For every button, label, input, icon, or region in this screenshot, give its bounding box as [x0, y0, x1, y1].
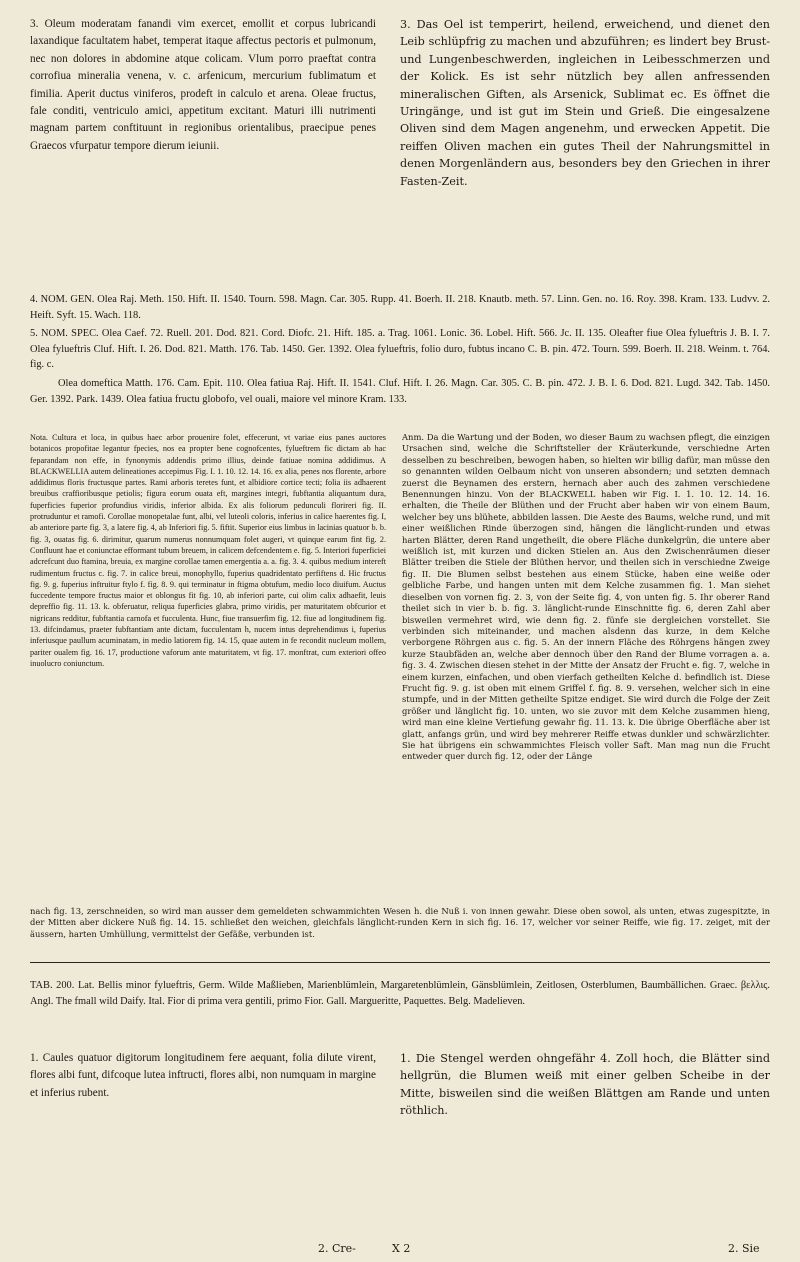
- nota-latin: Nota. Cultura et loca, in quibus haec arbor prouenire folet, effecerunt, vt variae eius panes auctores botanicos propofitae legantur fpecies, nos ea propter bene cognofcentes, fylueftrem fic dictam ab hac feparandam non effe, in fynonymis addendis primo illius, deinde fatiuae nomina addidimus. A BLACKWELLIA autem delineationes accepimus Fig. I. 1. 10. 12. 14. 16. ex alia, penes nos florente, arbore addidimus floris fructusque partes. Rami arboris teretes funt, et albidiore cortice tecti; folia iis adhaerent breuibus craffioribusque petiolis; figura eorum ouata eft, margines integri, fubftantia aliquantum dura, fuperficies fuperior profundius viridis, inferior albida. Ex alis foliorum pedunculi florireri fig. II. protruduntur et ramofi. Corollae monopetalae funt, albi, vel luteoli coloris, inferius in calice haerentes fig. I, ab anteriore parte fig. 3, a latere fig. 4, ab Inferiori fig. 5. fiftit. Superior eius limbus in lacinias quatuor b. b. fig. 3, ouatas fig. 6. dirimitur, quarum numerus nonnumquam folet augeri, vt quinque earum fint fig. 2. Confluunt hae et coniunctae efformant tubum breuem, in calicem defcendentem e. fig. 5. Interiori fuperficiei adcrefcunt duo ftamina, breuia, ex margine corollae tamen emergentia a. a. fig. 3. 4. quibus medium intereft rudimentum fructus c. fig. 7. in calice breui, monophyllo, fuperius quadridentato perfiftens d. Hic fructus fig. 9. g. fuperius inftruitur ftylo f. fig. 8. 9. qui terminatur in ftigma obtufum, medio loco diuifum. Auctus fuccedente tempore fructus maior et oblongus fit fig. 10, ab inferiori parte, cui olim calix adhaefit, leuis depreffio fig. 11. 13. k. obferuatur, reliqua fuperficies glabra, primo viridis, per maturitatem obfcurior et nigricans redditur, fubftantia carnofa et fucculenta. Hunc, fiue transuerfim fig. 12. fiue ad longitudinem fig. 13. difcindamus, praeter fubftantiam ante dictam, fucculentam h, nucem intus deprehendimus i, fuperius inferiusque paullum acuminatam, in medio latiorem fig. 14. 15, quae autem in fe recondit nucleum mollem, pariter oualem fig. 16. 17, productione vaforum ante maturitatem, vt fig. 17. monftrat, cum exteriori offeo inuolucro coniunctum.: [30, 433, 386, 668]
- nota-german: Anm. Da die Wartung und der Boden, wo dieser Baum zu wachsen pflegt, die einzigen Ursachen sind, welche die Schriftsteller der Kräuterkunde, verschiedne Arten desselben zu beschreiben, bewogen haben, so hielten wir billig dafür, man müsse den so genannten wilden Oelbaum nicht von unseren absondern; und setzten demnach zuerst die Beynamen des erstern, hernach aber auch des zahmen verschiedene Benennungen hinzu. Von der BLACKWELL haben wir Fig. I. 1. 10. 12. 14. 16. erhalten, die Theile der Blüthen und der Frucht aber haben wir von einem Baum, welcher bey uns blühete, abbilden lassen. Die Aeste des Baums, welche rund, und mit einer weißlichen Rinde überzogen sind, hängen die länglicht-runden und etwas harten Blätter, deren Rand ungetheilt, die obere Fläche dunkelgrün, die untere aber weißlich ist, mit kurzen und dicken Stielen an. Aus den Zwischenräumen dieser Blätter treiben die Stiele der Blüthen hervor, und theilen sich in verschiedne Zweige fig. II. Die Blumen selbst bestehen aus einem Stücke, haben eine weiße oder gelbliche Farbe, und hangen unten mit dem Kelche zusammen fig. 1. Man siehet dieselben von vornen fig. 2. 3, von der Seite fig. 4, von unten fig. 5. Ihr oberer Rand theilet sich in vier b. b. fig. 3. länglicht-runde Einschnitte fig. 6, deren Zahl aber bisweilen vermehret wird, wie denn fig. 2. fünfe sie dergleichen vorstellet. Sie verbinden sich miteinander, und machen alsdenn das kurze, in dem Kelche verborgene Röhrgen aus c. fig. 5. An der innern Fläche des Röhrgens hängen zwey kurze Staubfäden an, welche aber dennoch über den Rand der Blume vorragen a. a. fig. 3. 4. Zwischen diesen stehet in der Mitte der Ansatz der Frucht e. fig. 7, welche in einem kurzen, einfachen, und oben vierfach getheilten Kelche d. befindlich ist. Diese Frucht fig. 9. g. ist oben mit einem Griffel f. fig. 8. 9. versehen, welcher sich in eine stumpfe, und in der Mitten getheilte Spitze endiget. Sie wird durch die Folge der Zeit größer und länglicht fig. 10. unten, wo sie zuvor mit dem Kelche zusammen hieng, wird man eine kleine Vertiefung gewahr fig. 11. 13. k. Die übrige Oberfläche aber ist glatt, anfangs grün, und wird bey mehrerer Reiffe etwas dunkler und schwärzlichter. Sie hat übrigens ein schwammichtes Fleisch voller Saft. Man mag nun die Frucht entweder quer durch fig. 12, oder der Länge: [402, 432, 770, 762]
- nota-german-continued: nach fig. 13, zerschneiden, so wird man ausser dem gemeldeten schwammichten Wesen h. die Nuß i. von innen gewahr. Diese oben sowol, als unten, etwas zugespitzte, in der Mitten aber dickere Nuß fig. 14. 15. schließet den weichen, gleichfals länglicht-runden Kern in sich fig. 16. 17, welcher vor seiner Reiffe, wie fig. 17. zeiget, mit der äussern, harten Umhüllung, vermittelst der Gefäße, verbunden ist.: [30, 906, 770, 939]
- section3-german: 3. Das Oel ist temperirt, heilend, erweichend, und dienet den Leib schlüpfrig zu machen und abzuführen; es lindert bey Brust- und Lungenbeschwerden, ingleichen in Leibesschmerzen und der Kolick. Es ist sehr nützlich bey allen anfressenden mineralischen Giften, als Arsenick, Sublimat ec. Es öffnet die Uringänge, und ist gut im Stein und Grieß. Die eingesalzene Oliven sind dem Magen angenehm, und erwecken Appetit. Die reiffen Oliven machen ein gutes Theil der Nahrungsmittel in denen Morgenländern aus, besonders bey den Griechen in ihrer Fasten-Zeit.: [400, 18, 770, 188]
- olea-domestica-synonyms: Olea domeftica Matth. 176. Cam. Epit. 110. Olea fatiua Raj. Hift. II. 1541. Cluf. Hift. I. 26. Magn. Car. 305. C. B. pin. 472. J. B. I. 6. Dod. 821. Lugd. 342. Tab. 1450. Ger. 1392. Park. 1439. Olea fatiua fructu globofo, vel ouali, maiore vel minore Kram. 133.: [30, 378, 770, 405]
- tab200-latin-1: 1. Caules quatuor digitorum longitudinem fere aequant, folia dilute virent, flores albi funt, difcoque lutea inftructi, flores albi, non numquam in margine et inferius rubent.: [30, 1052, 376, 1099]
- catchword-right: 2. Sie: [728, 1242, 760, 1255]
- nom-spec-synonyms: 5. NOM. SPEC. Olea Caef. 72. Ruell. 201. Dod. 821. Cord. Diofc. 21. Hift. 185. a. Trag. 1061. Lonic. 36. Lobel. Hift. 566. Jc. II. 135. Oleafter fiue Olea fylueftris J. B. I. 7. Olea fylueftris Cluf. Hift. I. 26. Dod. 821. Matth. 176. Tab. 1450. Ger. 1392. Olea fylueftris, folio duro, fubtus incano C. B. pin. 472. Tourn. 599. Boerh. II. 218. Weinm. t. 764. fig. c.: [30, 328, 770, 371]
- section3-latin: 3. Oleum moderatam fanandi vim exercet, emollit et corpus lubricandi laxandique facultatem habet, temperat itaque affectus pectoris et pulmonum, nec non dolores in abdomine atque colicam. Vlum porro praeftat contra corrofiua mineralia venena, v. c. arfenicum, mercurium fublimatum et fimilia. Aperit ductus viniferos, prodeft in calculo et arena. Oleae fructus, fale conditi, ventriculo amici, appetitum excitant. Maturi illi nutrimenti magnam partem conftituunt in regionibus orientalibus, praecipue penes Graecos vfurpatur tempore dierum ieiunii.: [30, 18, 376, 152]
- divider-rule: [30, 962, 770, 963]
- signature-mark: X 2: [392, 1242, 411, 1255]
- nom-gen-synonyms: 4. NOM. GEN. Olea Raj. Meth. 150. Hift. II. 1540. Tourn. 598. Magn. Car. 305. Rupp. 41. Boerh. II. 218. Knautb. meth. 57. Linn. Gen. no. 16. Roy. 398. Kram. 133. Ludvv. 2. Heift. Syft. 15. Wach. 118.: [30, 294, 770, 321]
- tab200-german-1: 1. Die Stengel werden ohngefähr 4. Zoll hoch, die Blätter sind hellgrün, die Blumen weiß mit einer gelben Scheibe in der Mitte, bisweilen sind die weißen Blättgen am Rande und unten röthlich.: [400, 1052, 770, 1118]
- catchword-left: 2. Cre-: [318, 1242, 356, 1255]
- tab200-heading: TAB. 200. Lat. Bellis minor fylueftris, Germ. Wilde Maßlieben, Marienblümlein, Margaretenblümlein, Gänsblümlein, Zeitlosen, Osterblumen, Baumbällichen. Graec. βελλις. Angl. The fmall wild Daify. Ital. Fior di prima vera gentili, primo Fior. Gall. Margueritte, Paquettes. Belg. Madelieven.: [30, 980, 770, 1007]
